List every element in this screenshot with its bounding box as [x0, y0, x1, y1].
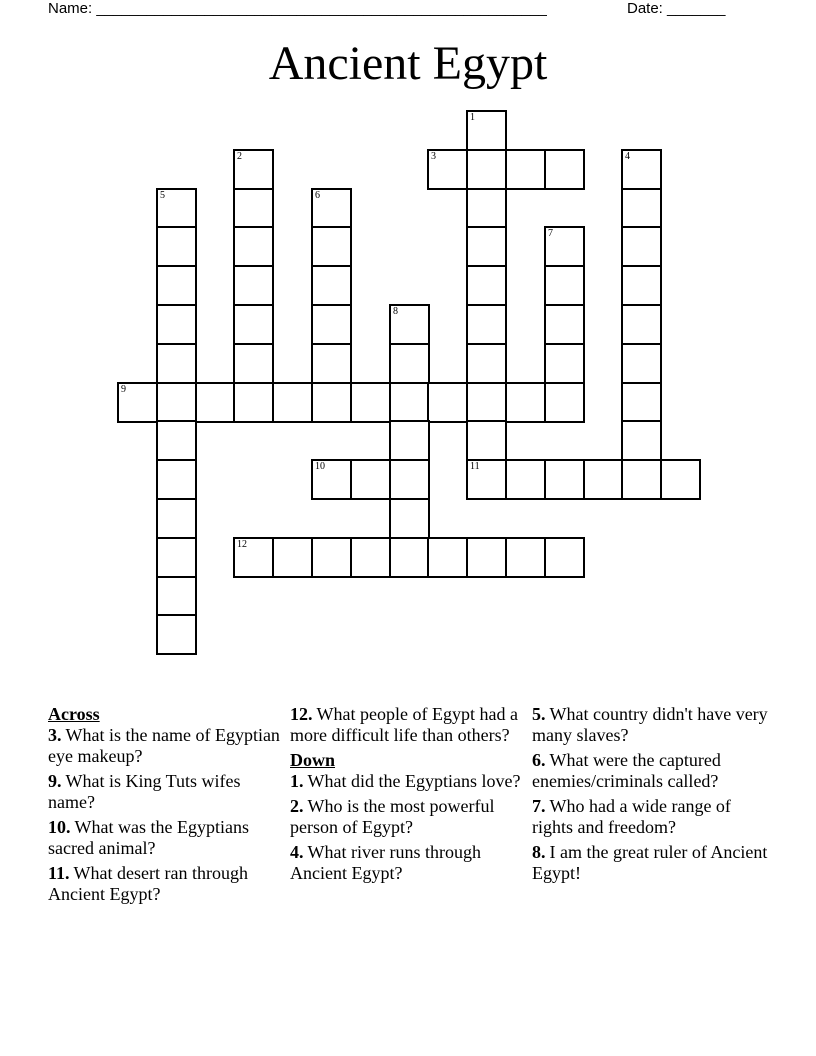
grid-cell[interactable] — [233, 343, 274, 384]
clue-down-5 — [532, 704, 768, 746]
grid-cell[interactable] — [156, 576, 197, 617]
grid-cell[interactable] — [660, 459, 701, 500]
grid-cell[interactable] — [621, 265, 662, 306]
clue-text: What were the captured enemies/criminals called? — [532, 750, 721, 791]
grid-cell[interactable] — [466, 188, 507, 229]
grid-cell[interactable] — [466, 226, 507, 267]
grid-cell[interactable] — [621, 149, 662, 190]
grid-cell[interactable] — [621, 382, 662, 423]
clue-text: Who is the most powerful person of Egypt? — [290, 796, 495, 837]
across-heading: Across — [48, 704, 100, 724]
clue-across-9 — [48, 771, 286, 813]
grid-cell[interactable] — [544, 382, 585, 423]
grid-cell[interactable] — [233, 304, 274, 345]
grid-cell[interactable] — [156, 188, 197, 229]
cell-number: 5 — [160, 190, 165, 201]
grid-cell[interactable] — [544, 149, 585, 190]
clue-text: I am the great ruler of Ancient Egypt! — [532, 842, 768, 883]
clues-column-2 — [290, 704, 528, 888]
clue-number: 8. — [532, 842, 546, 862]
grid-cell[interactable] — [427, 382, 468, 423]
clues-column-1 — [48, 704, 286, 909]
clue-number: 12. — [290, 704, 313, 724]
cell-number: 10 — [315, 461, 325, 472]
cell-number: 1 — [470, 112, 475, 123]
grid-cell[interactable] — [156, 420, 197, 461]
grid-cell[interactable] — [195, 382, 236, 423]
cell-number: 7 — [548, 228, 553, 239]
clue-number: 9. — [48, 771, 62, 791]
clue-down-1 — [290, 771, 528, 792]
grid-cell[interactable] — [621, 343, 662, 384]
grid-cell[interactable] — [505, 537, 546, 578]
grid-cell[interactable] — [311, 304, 352, 345]
grid-cell[interactable] — [466, 265, 507, 306]
grid-cell[interactable] — [466, 382, 507, 423]
grid-cell[interactable] — [621, 420, 662, 461]
grid-cell[interactable] — [544, 265, 585, 306]
grid-cell[interactable] — [466, 149, 507, 190]
grid-cell[interactable] — [156, 537, 197, 578]
grid-cell[interactable] — [233, 149, 274, 190]
clue-down-2 — [290, 796, 528, 838]
grid-cell[interactable] — [389, 537, 430, 578]
clue-text: What desert ran through Ancient Egypt? — [48, 863, 248, 904]
clue-number: 2. — [290, 796, 304, 816]
grid-cell[interactable] — [389, 304, 430, 345]
clue-number: 4. — [290, 842, 304, 862]
grid-cell[interactable] — [156, 498, 197, 539]
grid-cell[interactable] — [311, 459, 352, 500]
grid-cell[interactable] — [350, 537, 391, 578]
grid-cell[interactable] — [427, 537, 468, 578]
clue-text: What country didn't have very many slaves? — [532, 704, 768, 745]
grid-cell[interactable] — [466, 537, 507, 578]
grid-cell[interactable] — [156, 343, 197, 384]
grid-cell[interactable] — [233, 265, 274, 306]
cell-number: 4 — [625, 151, 630, 162]
grid-cell[interactable] — [272, 537, 313, 578]
grid-cell[interactable] — [156, 304, 197, 345]
grid-cell[interactable] — [389, 343, 430, 384]
grid-cell[interactable] — [505, 382, 546, 423]
cell-number: 3 — [431, 151, 436, 162]
grid-cell[interactable] — [466, 110, 507, 151]
grid-cell[interactable] — [117, 382, 158, 423]
grid-cell[interactable] — [156, 614, 197, 655]
clues-column-3 — [532, 704, 768, 888]
grid-cell[interactable] — [311, 382, 352, 423]
grid-cell[interactable] — [272, 382, 313, 423]
clue-across-10 — [48, 817, 286, 859]
clue-text: What is the name of Egyptian eye makeup? — [48, 725, 280, 766]
grid-cell[interactable] — [466, 459, 507, 500]
clue-number: 10. — [48, 817, 71, 837]
clue-text: What river runs through Ancient Egypt? — [290, 842, 481, 883]
grid-cell[interactable] — [311, 265, 352, 306]
grid-cell[interactable] — [621, 188, 662, 229]
down-heading: Down — [290, 750, 336, 770]
clue-text: What was the Egyptians sacred animal? — [48, 817, 249, 858]
cell-number: 2 — [237, 151, 242, 162]
clue-text: What people of Egypt had a more difficult life than others? — [290, 704, 518, 745]
grid-cell[interactable] — [311, 226, 352, 267]
puzzle-title: Ancient Egypt — [268, 37, 548, 90]
cell-number: 9 — [121, 384, 126, 395]
date-field[interactable]: Date: _______ — [627, 0, 726, 17]
grid-cell[interactable] — [389, 459, 430, 500]
grid-cell[interactable] — [466, 420, 507, 461]
grid-cell[interactable] — [350, 382, 391, 423]
clue-across-3 — [48, 725, 286, 767]
grid-cell[interactable] — [350, 459, 391, 500]
grid-cell[interactable] — [311, 188, 352, 229]
grid-cell[interactable] — [621, 459, 662, 500]
clue-across-11 — [48, 863, 286, 905]
grid-cell[interactable] — [621, 304, 662, 345]
grid-cell[interactable] — [466, 304, 507, 345]
grid-cell[interactable] — [544, 459, 585, 500]
cell-number: 6 — [315, 190, 320, 201]
grid-cell[interactable] — [466, 343, 507, 384]
name-field[interactable]: Name: ______________________________________________________ — [48, 0, 547, 17]
grid-cell[interactable] — [156, 265, 197, 306]
grid-cell[interactable] — [544, 226, 585, 267]
clue-text: What is King Tuts wifes name? — [48, 771, 241, 812]
cell-number: 12 — [237, 539, 247, 550]
clue-down-7 — [532, 796, 768, 838]
grid-cell[interactable] — [427, 149, 468, 190]
grid-cell[interactable] — [233, 188, 274, 229]
grid-cell[interactable] — [583, 459, 624, 500]
clue-number: 1. — [290, 771, 304, 791]
grid-cell[interactable] — [233, 226, 274, 267]
clue-number: 6. — [532, 750, 546, 770]
clue-down-8 — [532, 842, 768, 884]
grid-cell[interactable] — [389, 498, 430, 539]
cell-number: 8 — [393, 306, 398, 317]
clue-number: 11. — [48, 863, 70, 883]
grid-cell[interactable] — [544, 537, 585, 578]
grid-cell[interactable] — [311, 343, 352, 384]
clue-number: 7. — [532, 796, 546, 816]
clue-down-4 — [290, 842, 528, 884]
grid-cell[interactable] — [233, 537, 274, 578]
clue-number: 5. — [532, 704, 546, 724]
grid-cell[interactable] — [389, 420, 430, 461]
clue-text: Who had a wide range of rights and freedom? — [532, 796, 731, 837]
grid-cell[interactable] — [156, 382, 197, 423]
grid-cell[interactable] — [544, 304, 585, 345]
grid-cell[interactable] — [505, 459, 546, 500]
clue-number: 3. — [48, 725, 62, 745]
clue-text: What did the Egyptians love? — [307, 771, 521, 791]
grid-cell[interactable] — [156, 459, 197, 500]
clue-down-6 — [532, 750, 768, 792]
grid-cell[interactable] — [389, 382, 430, 423]
grid-cell[interactable] — [233, 382, 274, 423]
grid-cell[interactable] — [544, 343, 585, 384]
grid-cell[interactable] — [156, 226, 197, 267]
grid-cell[interactable] — [311, 537, 352, 578]
clue-across-12 — [290, 704, 528, 746]
cell-number: 11 — [470, 461, 480, 472]
grid-cell[interactable] — [505, 149, 546, 190]
grid-cell[interactable] — [621, 226, 662, 267]
